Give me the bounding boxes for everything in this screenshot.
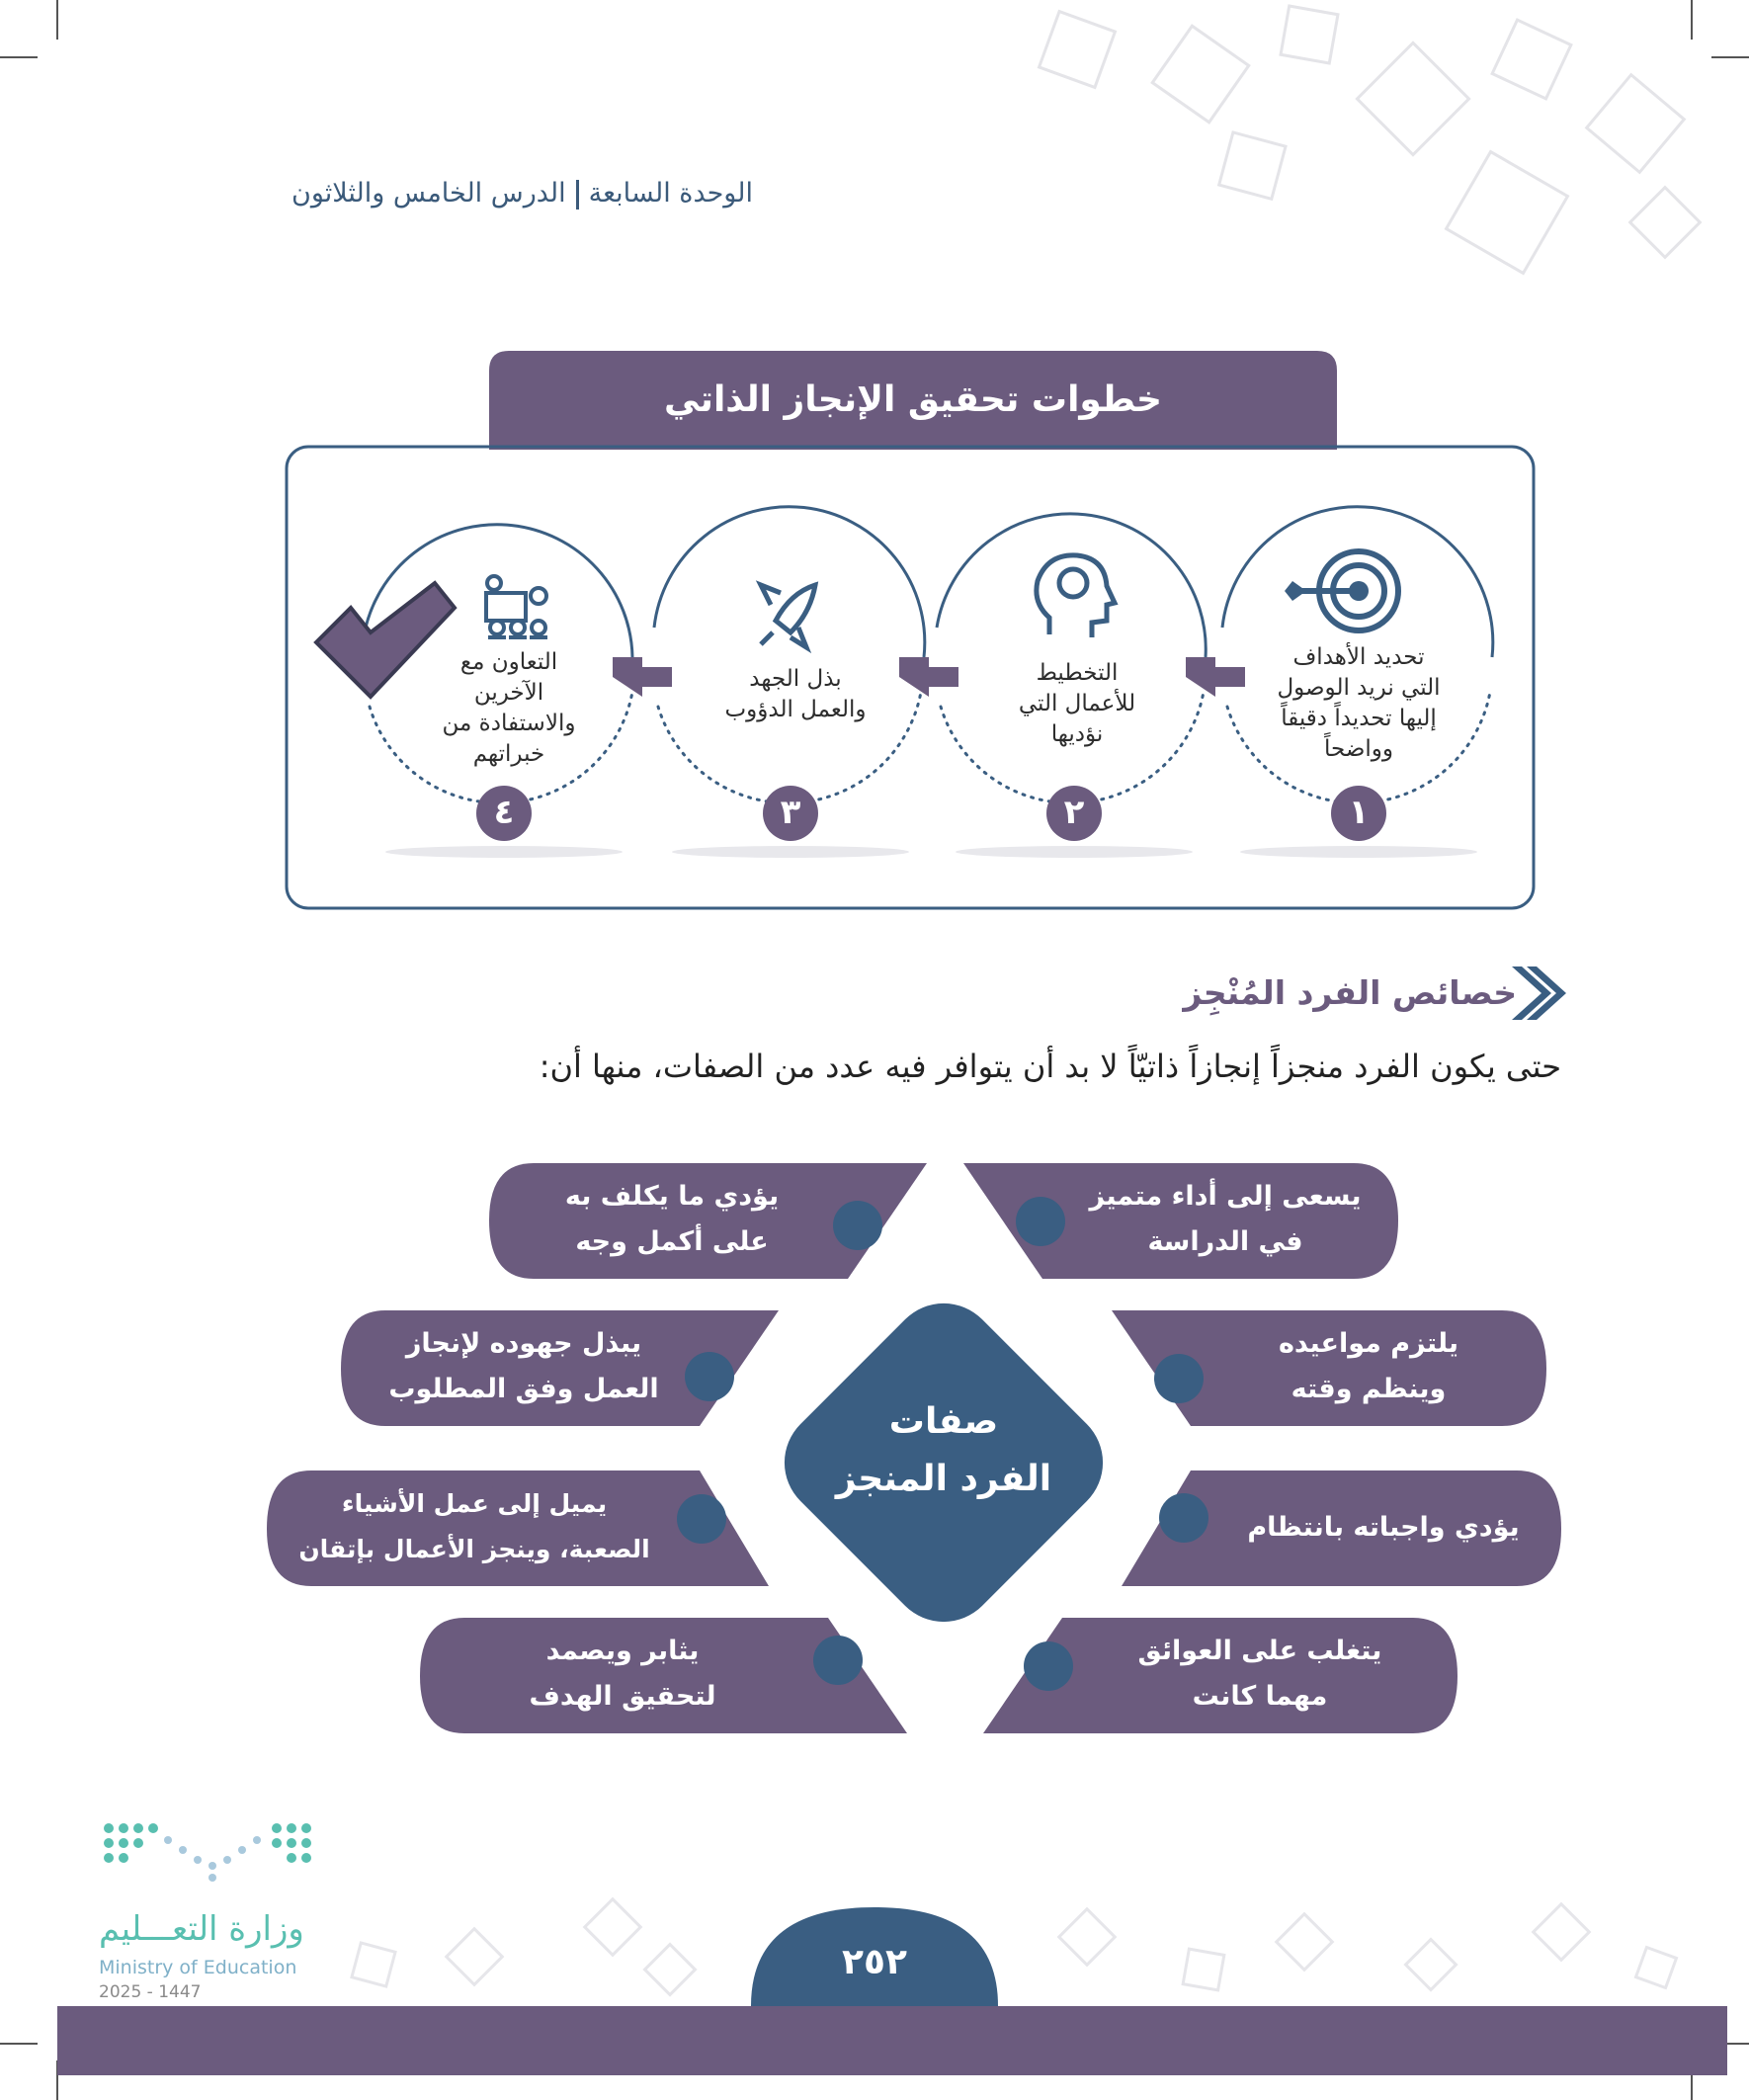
trait-right-3: يؤدي واجباته بانتظام: [1247, 1512, 1520, 1543]
step-3-number: ٣: [763, 786, 818, 841]
brain-head-icon: [1037, 555, 1115, 637]
step-4-text: التعاون مع الآخرين والاستفادة من خبراتهم: [442, 649, 576, 767]
rocket-icon: [761, 585, 815, 647]
ministry-logo-english: Ministry of Education: [99, 1957, 297, 1978]
decorative-squares: [1040, 6, 1701, 273]
ministry-logo-arabic: وزارة التعـــليم: [99, 1909, 304, 1949]
step-shadows: [385, 846, 1477, 858]
header-separator: [576, 180, 579, 210]
trait-left-3: يميل إلى عمل الأشياء الصعبة، وينجز الأعمال بإتقان: [298, 1489, 650, 1563]
center-label: صفات الفرد المنجز: [835, 1401, 1052, 1499]
step-1-number: ١: [1331, 786, 1386, 841]
footer-bar: [57, 2006, 1727, 2075]
step-2-text: التخطيط للأعمال التي نؤديها: [1018, 660, 1136, 747]
decorative-squares-bottom: [352, 1899, 1677, 1995]
unit-label: الوحدة السابعة: [588, 178, 753, 209]
step-2-number: ٢: [1046, 786, 1102, 841]
target-icon: [1285, 551, 1398, 630]
steps-title: خطوات تحقيق الإنجاز الذاتي: [664, 379, 1162, 420]
running-header: [292, 178, 776, 210]
step-1-text: تحديد الأهداف التي نريد الوصول إليها تحديداً دقيقاً وواضحاً: [1277, 644, 1441, 762]
page-number: ٢٥٢: [842, 1942, 907, 1982]
section-chevron-icon: [1512, 966, 1566, 1020]
trait-right-2: يلتزم مواعيده وينظم وقته: [1278, 1328, 1459, 1404]
step-4-number: ٤: [476, 786, 532, 841]
section-title: خصائص الفرد المُنْجِز: [1183, 973, 1517, 1012]
step-3-text: بذل الجهد والعمل الدؤوب: [724, 666, 867, 722]
section-intro: حتى يكون الفرد منجزاً إنجازاً ذاتيّاً لا بد أن يتوافر فيه عدد من الصفات، منها أن:: [539, 1048, 1561, 1085]
trait-right-1: يسعى إلى أداء متميز في الدراسة: [1089, 1181, 1362, 1257]
trait-left-1: يؤدي ما يكلف به على أكمل وجه: [564, 1181, 780, 1257]
lesson-label: الدرس الخامس والثلاثون: [292, 178, 566, 209]
team-presentation-icon: [486, 576, 547, 637]
trait-left-4: يثابر ويصمد لتحقيق الهدف: [529, 1636, 716, 1712]
trait-right-4: يتغلب على العوائق مهما كانت: [1137, 1636, 1382, 1712]
ministry-logo-dots: [104, 1823, 311, 1882]
trait-left-2: يبذل جهوده لإنجاز العمل وفق المطلوب: [388, 1328, 659, 1404]
ministry-logo-year: 2025 - 1447: [99, 1982, 202, 2002]
